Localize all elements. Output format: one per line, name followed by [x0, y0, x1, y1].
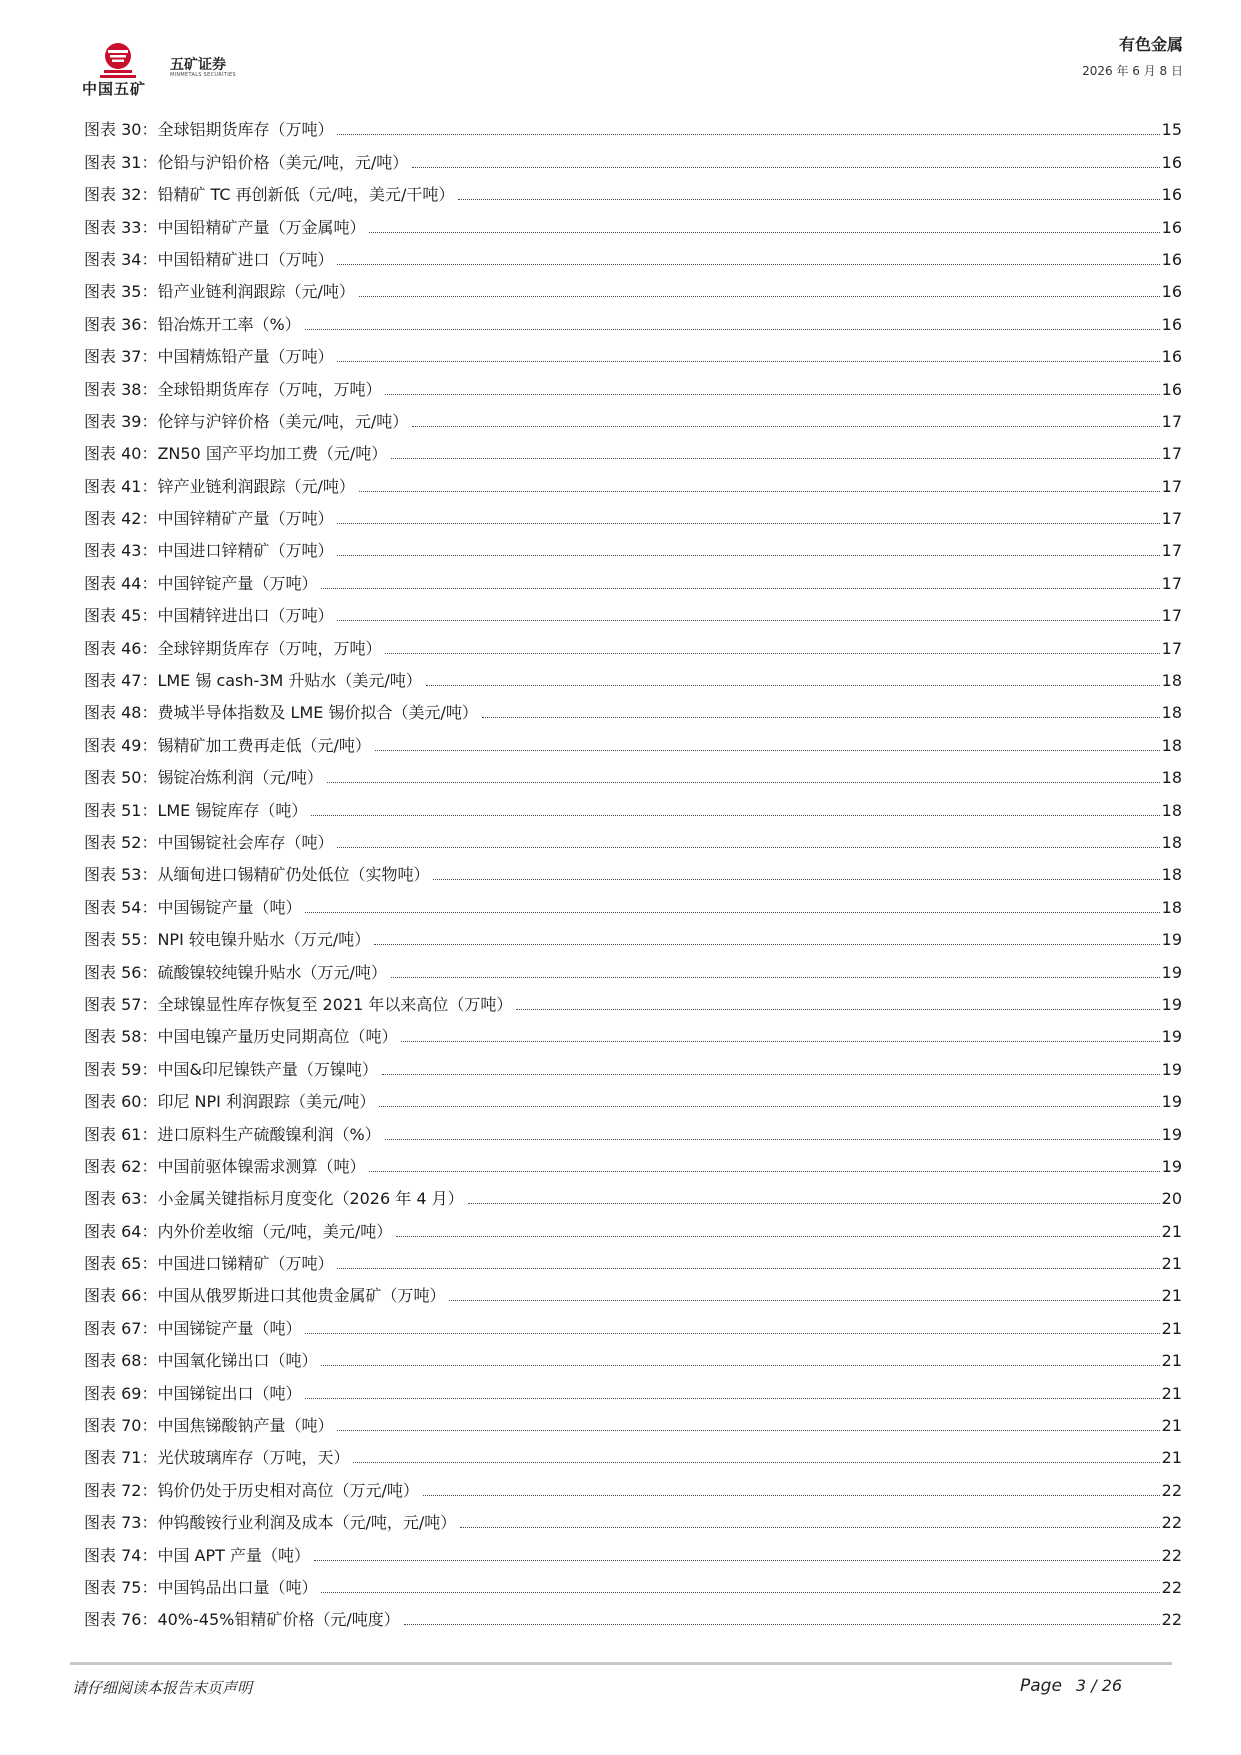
toc-entry-page: 17: [1161, 476, 1182, 496]
toc-entry[interactable]: [84, 950, 1182, 982]
toc-entry[interactable]: [84, 561, 1182, 593]
toc-entry-page: 21: [1161, 1383, 1182, 1403]
toc-entry-label: 图表 51：LME 锡锭库存（吨）: [84, 800, 308, 820]
toc-dot-leader: [396, 1236, 1159, 1237]
minmetals-logo-icon: [96, 40, 140, 80]
toc-entry-label: 图表 31：伦铅与沪铅价格（美元/吨，元/吨）: [84, 152, 409, 172]
toc-entry[interactable]: [84, 464, 1182, 496]
toc-dot-leader: [482, 717, 1160, 718]
toc-entry-page: 21: [1161, 1351, 1182, 1371]
toc-entry-page: 21: [1161, 1416, 1182, 1436]
toc-entry-page: 16: [1161, 185, 1182, 205]
toc-entry-label: 图表 49：锡精矿加工费再走低（元/吨）: [84, 735, 371, 755]
toc-dot-leader: [460, 1527, 1159, 1528]
toc-entry[interactable]: [84, 1566, 1182, 1598]
toc-dot-leader: [321, 588, 1159, 589]
toc-entry-label: 图表 40：ZN50 国产平均加工费（元/吨）: [84, 444, 388, 464]
toc-entry-label: 图表 58：中国电镍产量历史同期高位（吨）: [84, 1027, 398, 1047]
toc-entry[interactable]: [84, 1371, 1182, 1403]
toc-entry-page: 20: [1161, 1189, 1182, 1209]
toc-entry[interactable]: [84, 821, 1182, 853]
toc-entry-page: 17: [1161, 444, 1182, 464]
toc-entry-label: 图表 50：锡锭冶炼利润（元/吨）: [84, 768, 323, 788]
toc-entry-page: 16: [1161, 379, 1182, 399]
logo-securities-text: 五矿证券: [170, 57, 226, 73]
toc-dot-leader: [359, 296, 1160, 297]
toc-entry-page: 22: [1161, 1545, 1182, 1565]
toc-entry[interactable]: [84, 723, 1182, 755]
toc-dot-leader: [516, 1009, 1159, 1010]
toc-entry-label: 图表 42：中国锌精矿产量（万吨）: [84, 509, 334, 529]
toc-entry-label: 图表 35：铅产业链利润跟踪（元/吨）: [84, 282, 355, 302]
page-word: Page: [1020, 1676, 1062, 1696]
toc-dot-leader: [337, 1268, 1159, 1269]
toc-dot-leader: [305, 912, 1159, 913]
toc-dot-leader: [369, 1171, 1159, 1172]
toc-entry[interactable]: [84, 1112, 1182, 1144]
toc-entry-label: 图表 76：40%-45%钼精矿价格（元/吨度）: [84, 1610, 400, 1630]
toc-dot-leader: [337, 1430, 1159, 1431]
toc-entry[interactable]: [84, 108, 1182, 140]
toc-entry-label: 图表 74：中国 APT 产量（吨）: [84, 1545, 310, 1565]
toc-entry-page: 21: [1161, 1448, 1182, 1468]
toc-dot-leader: [327, 782, 1160, 783]
toc-entry-page: 17: [1161, 638, 1182, 658]
toc-entry-page: 19: [1161, 1059, 1182, 1079]
toc-entry[interactable]: [84, 626, 1182, 658]
toc-dot-leader: [353, 1462, 1159, 1463]
toc-dot-leader: [385, 653, 1159, 654]
toc-entry-page: 17: [1161, 541, 1182, 561]
toc-dot-leader: [305, 329, 1160, 330]
toc-entry-label: 图表 47：LME 锡 cash-3M 升贴水（美元/吨）: [84, 671, 422, 691]
toc-dot-leader: [321, 1592, 1159, 1593]
toc-entry-page: 18: [1161, 703, 1182, 723]
toc-entry[interactable]: [84, 1177, 1182, 1209]
toc-entry-page: 16: [1161, 152, 1182, 172]
toc-entry[interactable]: [84, 1306, 1182, 1338]
toc-entry-label: 图表 55：NPI 较电镍升贴水（万元/吨）: [84, 930, 371, 950]
toc-entry-label: 图表 43：中国进口锌精矿（万吨）: [84, 541, 334, 561]
toc-entry-label: 图表 44：中国锌锭产量（万吨）: [84, 573, 318, 593]
toc-entry[interactable]: [84, 1242, 1182, 1274]
toc-dot-leader: [391, 458, 1159, 459]
toc-entry-label: 图表 54：中国锡锭产量（吨）: [84, 897, 302, 917]
toc-entry-label: 图表 46：全球锌期货库存（万吨，万吨）: [84, 638, 382, 658]
toc-dot-leader: [404, 1624, 1160, 1625]
toc-dot-leader: [385, 1139, 1160, 1140]
toc-entry-page: 18: [1161, 768, 1182, 788]
toc-entry[interactable]: [84, 691, 1182, 723]
toc-dot-leader: [374, 944, 1159, 945]
toc-entry-label: 图表 71：光伏玻璃库存（万吨，天）: [84, 1448, 350, 1468]
toc-entry-page: 19: [1161, 1092, 1182, 1112]
toc-entry[interactable]: [84, 1501, 1182, 1533]
logo-securities-en-text: MINMETALS SECURITIES: [170, 72, 236, 78]
toc-dot-leader: [337, 264, 1159, 265]
toc-dot-leader: [369, 232, 1159, 233]
toc-entry-page: 22: [1161, 1610, 1182, 1630]
toc-entry-label: 图表 62：中国前驱体镍需求测算（吨）: [84, 1156, 366, 1176]
toc-entry[interactable]: [84, 173, 1182, 205]
toc-entry[interactable]: [84, 659, 1182, 691]
toc-dot-leader: [359, 491, 1160, 492]
toc-dot-leader: [337, 847, 1159, 848]
figure-list: [84, 108, 1182, 1630]
toc-entry-label: 图表 34：中国铅精矿进口（万吨）: [84, 249, 334, 269]
toc-entry-label: 图表 33：中国铅精矿产量（万金属吨）: [84, 217, 366, 237]
toc-entry-label: 图表 36：铅冶炼开工率（%）: [84, 314, 301, 334]
toc-entry-label: 图表 37：中国精炼铅产量（万吨）: [84, 347, 334, 367]
toc-entry-page: 18: [1161, 897, 1182, 917]
toc-dot-leader: [391, 977, 1160, 978]
toc-entry[interactable]: [84, 853, 1182, 885]
toc-dot-leader: [385, 394, 1159, 395]
toc-entry[interactable]: [84, 270, 1182, 302]
toc-dot-leader: [426, 685, 1160, 686]
toc-entry-page: 21: [1161, 1221, 1182, 1241]
toc-entry-label: 图表 57：全球镍显性库存恢复至 2021 年以来高位（万吨）: [84, 994, 513, 1014]
toc-dot-leader: [337, 134, 1159, 135]
toc-entry-label: 图表 68：中国氧化锑出口（吨）: [84, 1351, 318, 1371]
toc-entry-page: 17: [1161, 411, 1182, 431]
report-sector: 有色金属: [1118, 35, 1183, 54]
toc-entry-label: 图表 75：中国钨品出口量（吨）: [84, 1577, 318, 1597]
toc-entry-page: 19: [1161, 1156, 1182, 1176]
toc-entry-page: 18: [1161, 865, 1182, 885]
toc-entry-page: 18: [1161, 800, 1182, 820]
toc-entry-page: 18: [1161, 671, 1182, 691]
toc-entry[interactable]: [84, 918, 1182, 950]
toc-entry-page: 21: [1161, 1286, 1182, 1306]
toc-dot-leader: [314, 1560, 1160, 1561]
toc-entry[interactable]: [84, 1209, 1182, 1241]
toc-dot-leader: [337, 555, 1159, 556]
toc-dot-leader: [305, 1398, 1159, 1399]
toc-dot-leader: [379, 1106, 1159, 1107]
toc-entry-page: 17: [1161, 509, 1182, 529]
toc-entry-page: 15: [1161, 120, 1182, 140]
toc-entry-label: 图表 38：全球铅期货库存（万吨，万吨）: [84, 379, 382, 399]
toc-entry-page: 18: [1161, 735, 1182, 755]
toc-entry-page: 19: [1161, 930, 1182, 950]
toc-dot-leader: [468, 1203, 1160, 1204]
toc-entry-page: 18: [1161, 832, 1182, 852]
toc-entry[interactable]: [84, 1404, 1182, 1436]
toc-entry-label: 图表 32：铅精矿 TC 再创新低（元/吨，美元/干吨）: [84, 185, 455, 205]
toc-entry-page: 22: [1161, 1480, 1182, 1500]
toc-dot-leader: [337, 523, 1159, 524]
toc-entry[interactable]: [84, 1274, 1182, 1306]
toc-entry-label: 图表 67：中国锑锭产量（吨）: [84, 1318, 302, 1338]
toc-entry[interactable]: [84, 400, 1182, 432]
toc-entry-label: 图表 69：中国锑锭出口（吨）: [84, 1383, 302, 1403]
toc-entry[interactable]: [84, 1145, 1182, 1177]
toc-dot-leader: [337, 361, 1159, 362]
toc-entry-page: 16: [1161, 217, 1182, 237]
toc-entry-label: 图表 70：中国焦锑酸钠产量（吨）: [84, 1416, 334, 1436]
toc-entry[interactable]: [84, 1047, 1182, 1079]
toc-entry-label: 图表 53：从缅甸进口锡精矿仍处低位（实物吨）: [84, 865, 430, 885]
toc-dot-leader: [401, 1041, 1159, 1042]
toc-entry-page: 17: [1161, 573, 1182, 593]
toc-dot-leader: [382, 1074, 1160, 1075]
toc-entry-page: 16: [1161, 347, 1182, 367]
toc-dot-leader: [305, 1333, 1159, 1334]
toc-dot-leader: [412, 167, 1159, 168]
toc-entry[interactable]: [84, 497, 1182, 529]
toc-entry-label: 图表 65：中国进口锑精矿（万吨）: [84, 1254, 334, 1274]
toc-entry-page: 16: [1161, 282, 1182, 302]
toc-entry-label: 图表 63：小金属关键指标月度变化（2026 年 4 月）: [84, 1189, 464, 1209]
toc-entry[interactable]: [84, 1468, 1182, 1500]
toc-entry[interactable]: [84, 788, 1182, 820]
toc-dot-leader: [311, 815, 1159, 816]
toc-entry[interactable]: [84, 1598, 1182, 1630]
toc-dot-leader: [423, 1495, 1160, 1496]
toc-dot-leader: [458, 199, 1159, 200]
toc-entry[interactable]: [84, 205, 1182, 237]
toc-dot-leader: [375, 750, 1160, 751]
toc-entry-page: 17: [1161, 606, 1182, 626]
toc-entry-page: 22: [1161, 1577, 1182, 1597]
page-indicator: [1020, 1676, 1122, 1696]
toc-entry[interactable]: [84, 983, 1182, 1015]
page-number: 3 / 26: [1075, 1676, 1123, 1695]
toc-entry[interactable]: [84, 1339, 1182, 1371]
toc-entry[interactable]: [84, 367, 1182, 399]
toc-entry-page: 21: [1161, 1318, 1182, 1338]
toc-entry-label: 图表 52：中国锡锭社会库存（吨）: [84, 832, 334, 852]
toc-entry-label: 图表 48：费城半导体指数及 LME 锡价拟合（美元/吨）: [84, 703, 478, 723]
toc-dot-leader: [321, 1365, 1159, 1366]
toc-entry[interactable]: [84, 302, 1182, 334]
toc-entry-label: 图表 56：硫酸镍较纯镍升贴水（万元/吨）: [84, 962, 387, 982]
toc-entry-page: 21: [1161, 1254, 1182, 1274]
toc-entry-label: 图表 59：中国&印尼镍铁产量（万镍吨）: [84, 1059, 378, 1079]
toc-entry[interactable]: [84, 885, 1182, 917]
toc-entry-label: 图表 66：中国从俄罗斯进口其他贵金属矿（万吨）: [84, 1286, 446, 1306]
toc-entry-label: 图表 64：内外价差收缩（元/吨，美元/吨）: [84, 1221, 393, 1241]
toc-entry[interactable]: [84, 1080, 1182, 1112]
toc-entry-label: 图表 61：进口原料生产硫酸镍利润（%）: [84, 1124, 381, 1144]
toc-dot-leader: [449, 1300, 1159, 1301]
report-date: 2026 年 6 月 8 日: [1082, 64, 1183, 78]
toc-entry[interactable]: [84, 1436, 1182, 1468]
toc-entry-label: 图表 45：中国精锌进出口（万吨）: [84, 606, 334, 626]
toc-entry[interactable]: [84, 140, 1182, 172]
toc-entry-label: 图表 73：仲钨酸铵行业利润及成本（元/吨，元/吨）: [84, 1513, 457, 1533]
toc-entry-label: 图表 41：锌产业链利润跟踪（元/吨）: [84, 476, 355, 496]
footer-disclaimer-note: 请仔细阅读本报告末页声明: [72, 1679, 253, 1697]
toc-entry-page: 19: [1161, 994, 1182, 1014]
toc-dot-leader: [412, 426, 1159, 427]
toc-entry[interactable]: [84, 594, 1182, 626]
toc-entry[interactable]: [84, 756, 1182, 788]
toc-entry-page: 19: [1161, 1124, 1182, 1144]
footer-divider: [70, 1662, 1172, 1665]
toc-dot-leader: [433, 879, 1159, 880]
logo-company-text: 中国五矿: [82, 80, 147, 98]
toc-entry-page: 16: [1161, 314, 1182, 334]
toc-entry[interactable]: [84, 335, 1182, 367]
toc-entry[interactable]: [84, 1533, 1182, 1565]
toc-entry-label: 图表 30：全球铝期货库存（万吨）: [84, 120, 334, 140]
toc-entry[interactable]: [84, 238, 1182, 270]
toc-entry-page: 16: [1161, 249, 1182, 269]
toc-dot-leader: [337, 620, 1159, 621]
toc-entry[interactable]: [84, 432, 1182, 464]
toc-entry[interactable]: [84, 529, 1182, 561]
toc-entry-label: 图表 72：钨价仍处于历史相对高位（万元/吨）: [84, 1480, 419, 1500]
toc-entry-page: 22: [1161, 1513, 1182, 1533]
toc-entry-page: 19: [1161, 1027, 1182, 1047]
toc-entry-label: 图表 60：印尼 NPI 利润跟踪（美元/吨）: [84, 1092, 376, 1112]
toc-entry[interactable]: [84, 1015, 1182, 1047]
page-header: [0, 0, 1241, 110]
toc-entry-label: 图表 39：伦锌与沪锌价格（美元/吨，元/吨）: [84, 411, 409, 431]
toc-entry-page: 19: [1161, 962, 1182, 982]
